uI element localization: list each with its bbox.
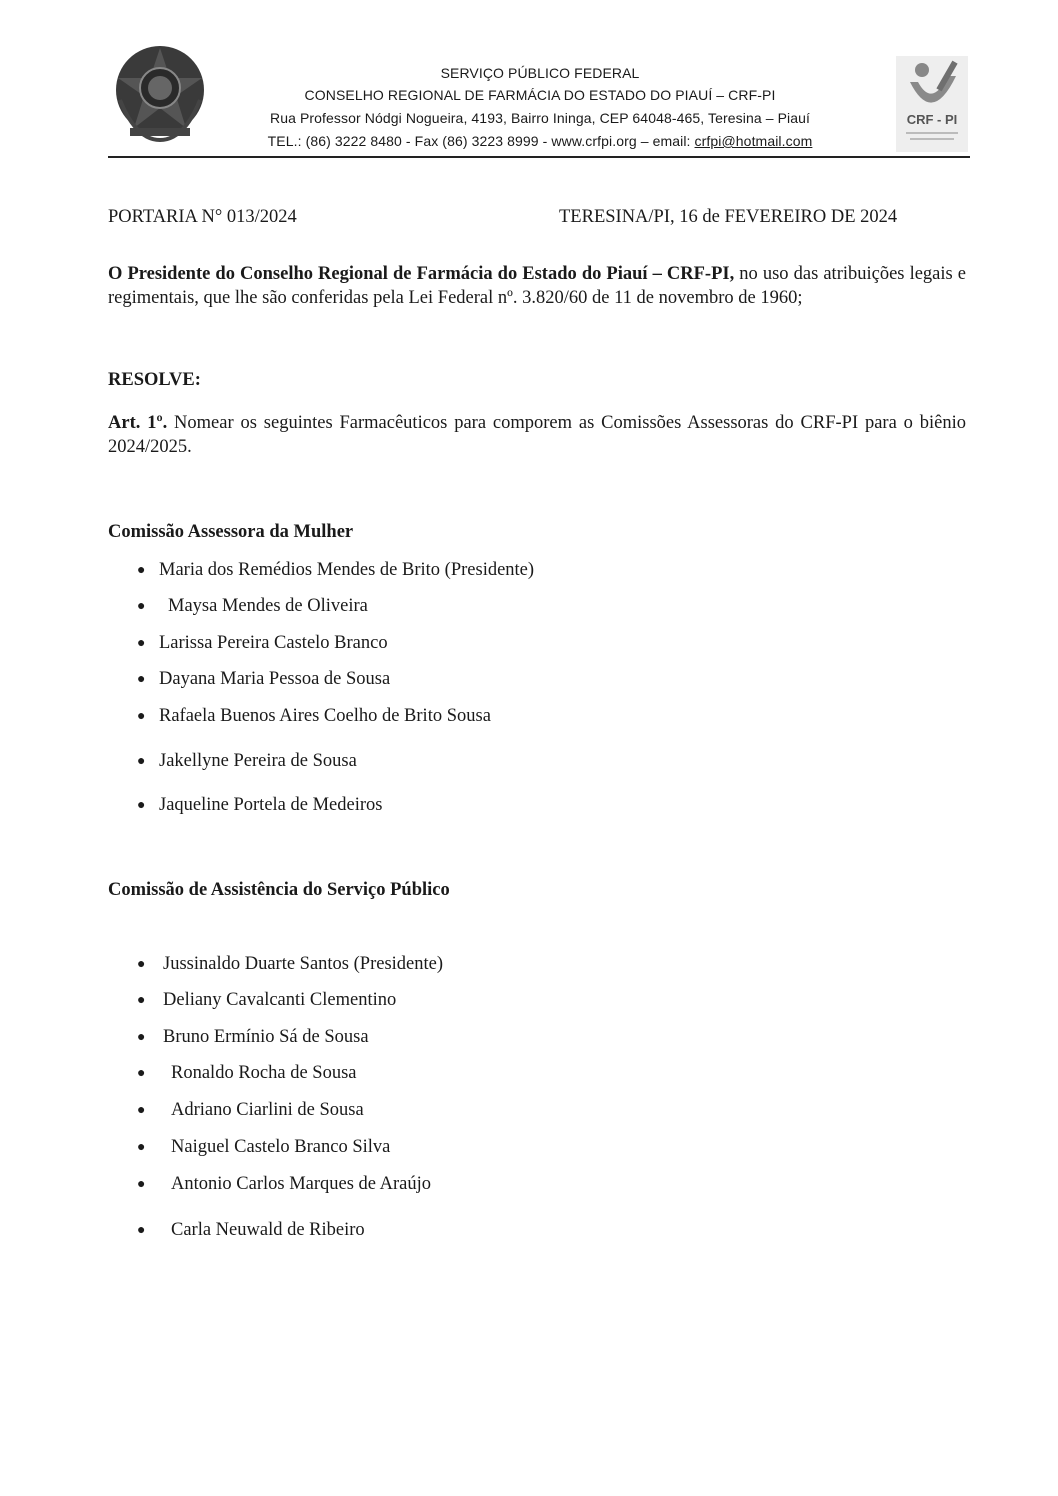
- list-item: Maysa Mendes de Oliveira: [168, 596, 368, 616]
- bullet-icon: ●: [137, 1030, 146, 1045]
- list-item: Ronaldo Rocha de Sousa: [171, 1063, 357, 1083]
- header-phone-fax: TEL.: (86) 3222 8480 - Fax (86) 3223 8999 - www.crfpi.org – email:: [267, 133, 695, 149]
- list-item: Carla Neuwald de Ribeiro: [171, 1220, 365, 1240]
- intro-bold: O Presidente do Conselho Regional de Farmácia do Estado do Piauí – CRF-PI,: [108, 264, 735, 284]
- crf-pi-logo: [896, 56, 968, 152]
- bullet-icon: ●: [137, 1223, 146, 1238]
- portaria-number: PORTARIA N° 013/2024: [108, 207, 297, 227]
- header-divider: [108, 156, 970, 158]
- list-item: Bruno Ermínio Sá de Sousa: [163, 1027, 369, 1047]
- list-item: Dayana Maria Pessoa de Sousa: [159, 669, 391, 689]
- bullet-icon: ●: [137, 636, 146, 651]
- list-item: Naiguel Castelo Branco Silva: [171, 1137, 391, 1157]
- list-item: Antonio Carlos Marques de Araújo: [171, 1174, 431, 1194]
- bullet-icon: ●: [137, 754, 146, 769]
- article-1: [108, 411, 966, 459]
- list-item: Deliany Cavalcanti Clementino: [163, 990, 397, 1010]
- bullet-icon: ●: [137, 1140, 146, 1155]
- article-text: Nomear os seguintes Farmacêuticos para comporem as Comissões Assessoras do CRF-PI para o biênio 2024/2025.: [108, 413, 966, 457]
- logo-acronym: CRF - PI: [906, 112, 958, 127]
- bullet-icon: ●: [137, 1177, 146, 1192]
- bullet-icon: ●: [137, 993, 146, 1008]
- header-address: Rua Professor Nódgi Nogueira, 4193, Bairro Ininga, CEP 64048-465, Teresina – Piauí: [269, 110, 810, 126]
- intro-rest: no uso das atribuições legais e regimentais, que lhe são conferidas pela Lei Federal nº. 3.820/60 de 11 de novembro de 1960;: [108, 264, 967, 308]
- header-council: CONSELHO REGIONAL DE FARMÁCIA DO ESTADO DO PIAUÍ – CRF-PI: [304, 87, 776, 103]
- bullet-icon: ●: [137, 563, 146, 578]
- intro-paragraph: [108, 262, 966, 310]
- list-item: Maria dos Remédios Mendes de Brito (Presidente): [159, 560, 535, 580]
- section-title-servico-publico: Comissão de Assistência do Serviço Público: [108, 880, 450, 900]
- list-item: Larissa Pereira Castelo Branco: [159, 633, 388, 653]
- email-link[interactable]: crfpi@hotmail.com: [694, 133, 813, 149]
- bullet-icon: ●: [137, 1103, 146, 1118]
- list-item: Jussinaldo Duarte Santos (Presidente): [163, 954, 444, 974]
- bullet-icon: ●: [137, 672, 146, 687]
- list-item: Jaqueline Portela de Medeiros: [159, 795, 383, 815]
- header-service: SERVIÇO PÚBLICO FEDERAL: [440, 65, 640, 81]
- section-title-mulher: Comissão Assessora da Mulher: [108, 522, 354, 542]
- bullet-icon: ●: [137, 798, 146, 813]
- article-label: Art. 1º.: [108, 413, 168, 433]
- bullet-icon: ●: [137, 709, 146, 724]
- bullet-icon: ●: [137, 599, 146, 614]
- bullet-icon: ●: [137, 957, 146, 972]
- header-contact: [180, 133, 900, 149]
- list-item: Rafaela Buenos Aires Coelho de Brito Sousa: [159, 706, 491, 726]
- bullet-icon: ●: [137, 1066, 146, 1081]
- document-date: TERESINA/PI, 16 de FEVEREIRO DE 2024: [559, 207, 898, 227]
- list-item: Jakellyne Pereira de Sousa: [159, 751, 357, 771]
- list-item: Adriano Ciarlini de Sousa: [171, 1100, 364, 1120]
- resolve-heading: RESOLVE:: [108, 370, 201, 390]
